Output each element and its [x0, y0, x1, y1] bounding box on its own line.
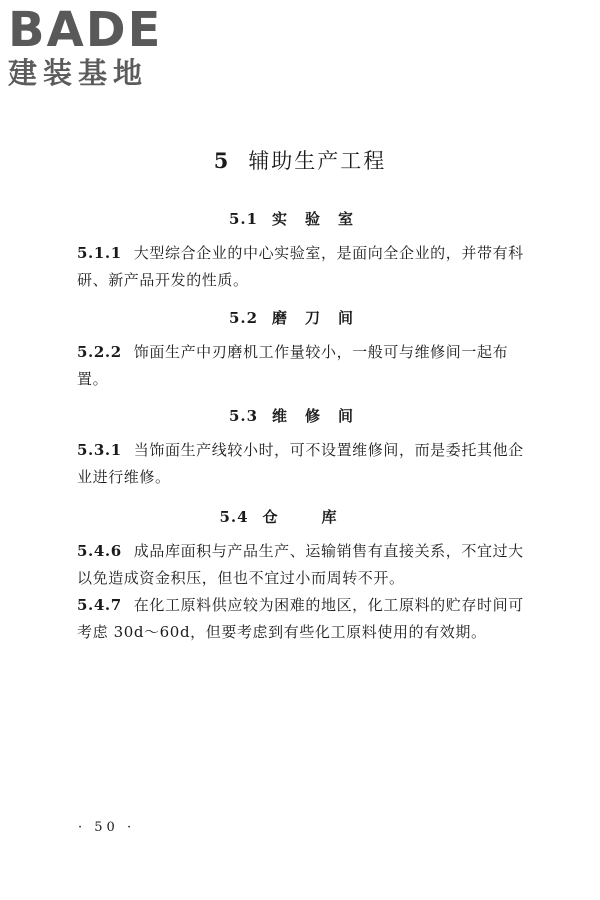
clause-text: 成品库面积与产品生产、运输销售有直接关系，不宜过大以免造成资金积压，但也不宜过小而周转不开。 [77, 542, 524, 587]
clause-number: 5.4.6 [77, 542, 122, 560]
clause-text: 大型综合企业的中心实验室，是面向全企业的，并带有科研、新产品开发的性质。 [77, 244, 524, 289]
section-number: 5.4 [219, 508, 249, 526]
clause-5-4-7 [77, 592, 533, 646]
clause-5-1-1 [77, 240, 533, 294]
section-heading-5-2 [0, 307, 600, 328]
clause-5-2-2 [77, 339, 533, 393]
section-number: 5.3 [228, 407, 259, 425]
section-title: 实验室 [272, 210, 372, 228]
clause-5-3-1 [77, 437, 533, 491]
clause-number: 5.3.1 [77, 441, 122, 459]
section-heading-5-3 [0, 405, 600, 426]
chapter-title [0, 145, 600, 175]
clause-number: 5.4.7 [77, 596, 122, 614]
clause-5-4-6 [77, 538, 533, 592]
chapter-title-text: 辅助生产工程 [248, 149, 387, 173]
logo-wordmark: BADE [8, 2, 163, 58]
section-number: 5.1 [228, 210, 259, 228]
clause-text: 饰面生产中刃磨机工作量较小，一般可与维修间一起布置。 [77, 343, 509, 388]
clause-number: 5.2.2 [77, 343, 122, 361]
section-title: 磨刀间 [272, 309, 372, 327]
logo-subtitle: 建装基地 [8, 56, 149, 90]
page-number: · 50 · [78, 820, 136, 835]
chapter-number: 5 [213, 148, 231, 173]
section-number: 5.2 [228, 309, 259, 327]
section-heading-5-4 [0, 506, 600, 527]
clause-number: 5.1.1 [77, 244, 122, 262]
bade-logo [8, 2, 178, 90]
section-title: 维修间 [272, 407, 372, 425]
clause-text: 当饰面生产线较小时，可不设置维修间，而是委托其他企业进行维修。 [77, 441, 524, 486]
section-title: 仓库 [262, 508, 381, 526]
clause-text: 在化工原料供应较为困难的地区，化工原料的贮存时间可考虑 30d～60d，但要考虑到有些化工原料使用的有效期。 [77, 596, 524, 641]
section-heading-5-1 [0, 208, 600, 229]
